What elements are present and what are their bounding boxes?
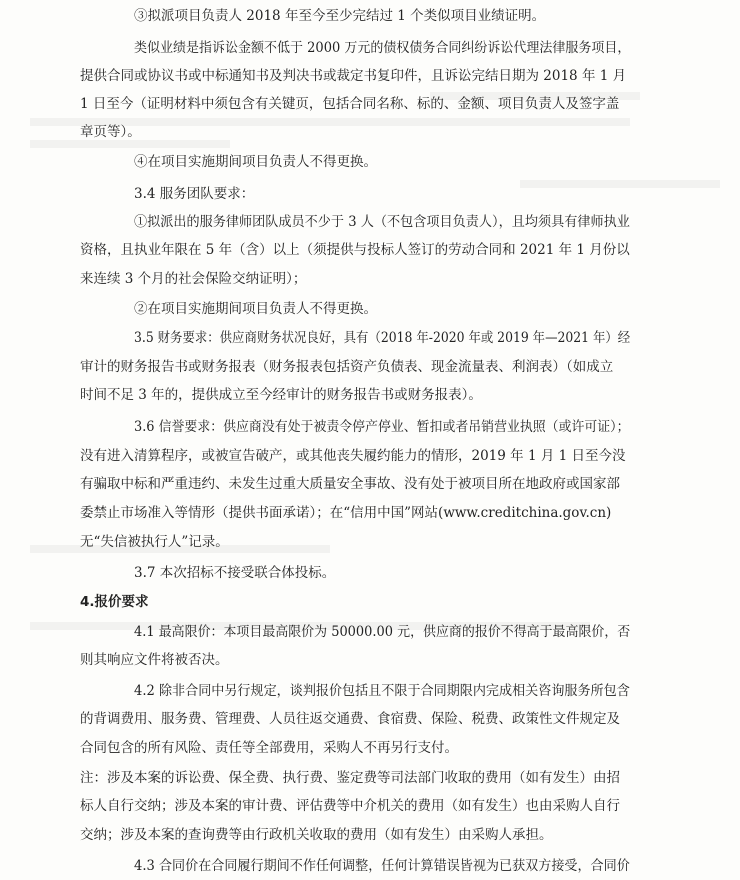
text-line: 没有进入清算程序，或被宣告破产，或其他丧失履约能力的情形，2019 年 1 月 1 日至今没 — [80, 448, 626, 464]
text-line: 合同包含的所有风险、责任等全部费用，采购人不再另行支付。 — [80, 740, 458, 756]
text-line: 则其响应文件将被否决。 — [80, 652, 229, 668]
text-line: 3.5 财务要求：供应商财务状况良好，具有（2018 年-2020 年或 2019 年—2021 年）经 — [134, 330, 631, 346]
text-line: 来连续 3 个月的社会保险交纳证明）； — [80, 271, 307, 287]
text-line: 类似业绩是指诉讼金额不低于 2000 万元的债权债务合同纠纷诉讼代理法律服务项目， — [134, 40, 631, 56]
bleed-through-mark — [520, 180, 720, 188]
text-line: 章页等）。 — [80, 124, 141, 140]
text-line: 有骗取中标和严重违约、未发生过重大质量安全事故、没有处于被项目所在地政府或国家部 — [80, 476, 620, 492]
text-line: 4.3 合同价在合同履行期间不作任何调整，任何计算错误皆视为已获双方接受，合同价 — [134, 858, 630, 874]
text-line: 4.2 除非合同中另行规定，谈判报价包括且不限于合同期限内完成相关咨询服务所包含 — [134, 683, 630, 699]
text-line: 资格，且执业年限在 5 年（含）以上（须提供与投标人签订的劳动合同和 2021 年 1 月份以 — [80, 242, 630, 258]
text-line: 3.6 信誉要求：供应商没有处于被责令停产停业、暂扣或者吊销营业执照（或许可证）； — [134, 419, 630, 435]
text-line: 提供合同或协议书或中标通知书及判决书或裁定书复印件，且诉讼完结日期为 2018 年 1 月 — [80, 68, 627, 84]
text-line: 委禁止市场准入等情形（提供书面承诺）；在“信用中国”网站(www.creditchina.gov.cn) — [80, 505, 612, 521]
text-line: 无“失信被执行人”记录。 — [80, 534, 229, 550]
text-line: 的背调费用、服务费、管理费、人员往返交通费、食宿费、保险、税费、政策性文件规定及 — [80, 711, 620, 727]
text-line: 1 日至今（证明材料中须包含有关键页，包括合同名称、标的、金额、项目负责人及签字盖 — [80, 96, 620, 112]
section-heading: 3.4 服务团队要求： — [134, 186, 255, 202]
text-line: 4.1 最高限价：本项目最高限价为 50000.00 元，供应商的报价不得高于最高限价，否 — [134, 624, 631, 640]
section-heading: 4.报价要求 — [80, 594, 149, 610]
text-line: 3.7 本次招标不接受联合体投标。 — [134, 565, 336, 581]
note-line: 标人自行交纳；涉及本案的审计费、评估费等中介机关的费用（如有发生）也由采购人自行 — [80, 798, 620, 814]
note-line: 注：涉及本案的诉讼费、保全费、执行费、鉴定费等司法部门收取的费用（如有发生）由招 — [80, 770, 620, 786]
text-line: ②在项目实施期间项目负责人不得更换。 — [134, 301, 377, 317]
text-line: ③拟派项目负责人 2018 年至今至少完结过 1 个类似项目业绩证明。 — [134, 8, 546, 24]
text-line: 时间不足 3 年的，提供成立至今经审计的财务报告书或财务报表）。 — [80, 387, 482, 403]
text-line: ①拟派出的服务律师团队成员不少于 3 人（不包含项目负责人），且均须具有律师执业 — [134, 214, 630, 230]
text-line: ④在项目实施期间项目负责人不得更换。 — [134, 154, 377, 170]
note-line: 交纳；涉及本案的查询费等由行政机关收取的费用（如有发生）由采购人承担。 — [80, 827, 553, 843]
text-line: 审计的财务报告书或财务报表（财务报表包括资产负债表、现金流量表、利润表）（如成立 — [80, 359, 614, 375]
